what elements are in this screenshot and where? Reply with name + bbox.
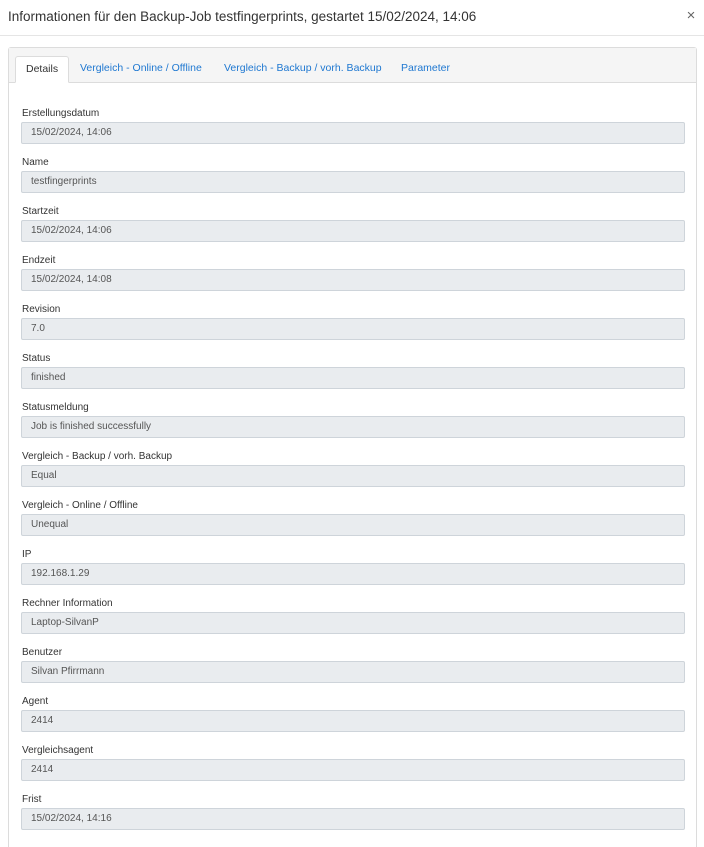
field-label: Vergleich - Online / Offline	[22, 500, 138, 511]
field-value-input[interactable]: 2414	[21, 710, 685, 732]
field-value-input[interactable]: 192.168.1.29	[21, 563, 685, 585]
field-label: Endzeit	[22, 255, 56, 266]
field-value-input[interactable]: 7.0	[21, 318, 685, 340]
field-value-input[interactable]: testfingerprints	[21, 171, 685, 193]
field-frist	[21, 794, 686, 843]
tab-vergleich-backup[interactable]: Vergleich - Backup / vorh. Backup	[224, 62, 382, 74]
field-label: IP	[22, 549, 32, 560]
field-statusmeldung	[21, 402, 686, 451]
field-label: Statusmeldung	[22, 402, 89, 413]
field-label: Vergleich - Backup / vorh. Backup	[22, 451, 173, 462]
close-icon[interactable]: ×	[686, 7, 696, 24]
field-vergleich-backup	[21, 451, 686, 500]
field-value-input[interactable]: 15/02/2024, 14:16	[21, 808, 685, 830]
field-ip	[21, 549, 686, 598]
field-value-input[interactable]: 15/02/2024, 14:06	[21, 220, 685, 242]
field-value-input[interactable]: finished	[21, 367, 685, 389]
field-value-input[interactable]: Job is finished successfully	[21, 416, 685, 438]
field-label: Erstellungsdatum	[22, 108, 100, 119]
field-value-input[interactable]: 2414	[21, 759, 685, 781]
field-revision	[21, 304, 686, 353]
field-rechner-information	[21, 598, 686, 647]
field-label: Vergleichsagent	[22, 745, 94, 756]
field-name	[21, 157, 686, 206]
field-value-input[interactable]: 15/02/2024, 14:08	[21, 269, 685, 291]
field-label: Agent	[22, 696, 49, 707]
details-panel	[8, 47, 697, 847]
field-erstellungsdatum	[21, 108, 686, 157]
field-value-input[interactable]: Equal	[21, 465, 685, 487]
field-label: Status	[22, 353, 51, 364]
field-label: Rechner Information	[22, 598, 113, 609]
field-benutzer	[21, 647, 686, 696]
field-label: Benutzer	[22, 647, 63, 658]
tab-details[interactable]: Details	[15, 56, 69, 83]
field-status	[21, 353, 686, 402]
field-value-input[interactable]: Unequal	[21, 514, 685, 536]
field-label: Startzeit	[22, 206, 59, 217]
field-value-input[interactable]: 15/02/2024, 14:06	[21, 122, 685, 144]
field-value-input[interactable]: Silvan Pfirrmann	[21, 661, 685, 683]
field-label: Frist	[22, 794, 42, 805]
tab-parameter[interactable]: Parameter	[401, 62, 451, 74]
field-agent	[21, 696, 686, 745]
field-vergleich-online-offline	[21, 500, 686, 549]
field-value-input[interactable]: Laptop-SilvanP	[21, 612, 685, 634]
field-endzeit	[21, 255, 686, 304]
tab-bar	[9, 48, 696, 83]
field-startzeit	[21, 206, 686, 255]
field-label: Name	[22, 157, 49, 168]
field-label: Revision	[22, 304, 61, 315]
field-vergleichsagent	[21, 745, 686, 794]
modal-header	[0, 0, 704, 36]
modal-title: Informationen für den Backup-Job testfingerprints, gestartet 15/02/2024, 14:06	[8, 9, 477, 24]
fields-form	[21, 108, 686, 843]
tab-vergleich-online-offline[interactable]: Vergleich - Online / Offline	[80, 62, 202, 74]
